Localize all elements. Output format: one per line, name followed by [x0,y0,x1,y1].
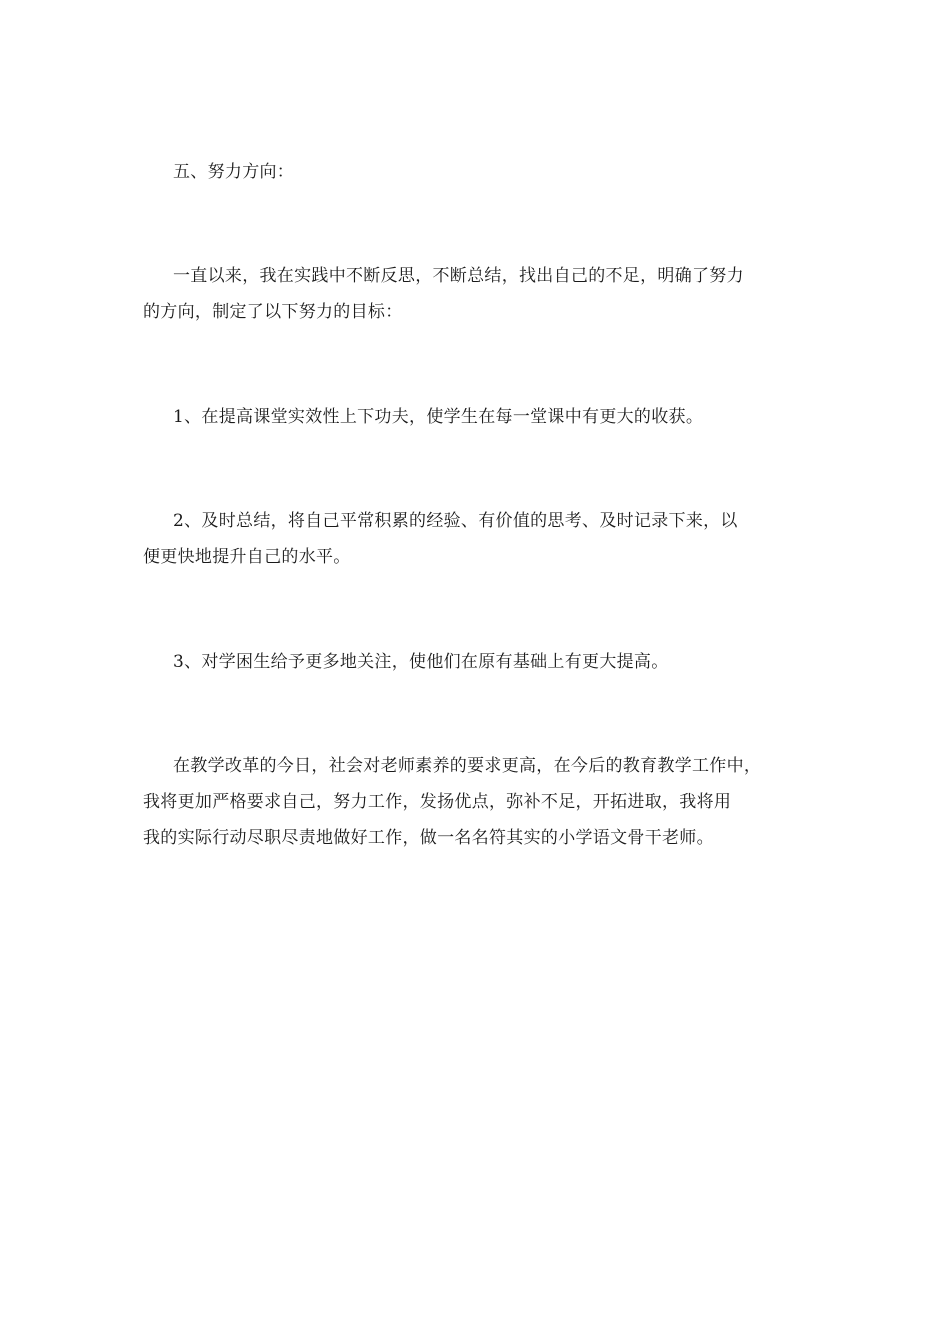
intro-line-1: 一直以来，我在实践中不断反思，不断总结，找出自己的不足，明确了努力 [173,266,744,286]
conclusion-line-2: 我将更加严格要求自己，努力工作，发扬优点，弥补不足，开拓进取，我将用 [143,792,732,812]
conclusion-line-1: 在教学改革的今日，社会对老师素养的要求更高，在今后的教育教学工作中， [173,756,762,776]
conclusion-line-3: 我的实际行动尽职尽责地做好工作，做一名名符其实的小学语文骨干老师。 [143,828,714,848]
goal-item-1: 1、在提高课堂实效性上下功夫，使学生在每一堂课中有更大的收获。 [173,407,704,427]
goal-item-2-line-2: 便更快地提升自己的水平。 [143,547,351,567]
goal-item-3: 3、对学困生给予更多地关注，使他们在原有基础上有更大提高。 [173,652,669,672]
goal-item-2-line-1: 2、及时总结，将自己平常积累的经验、有价值的思考、及时记录下来，以 [173,511,738,531]
intro-line-2: 的方向，制定了以下努力的目标： [143,302,403,322]
section-heading: 五、努力方向： [173,162,295,182]
